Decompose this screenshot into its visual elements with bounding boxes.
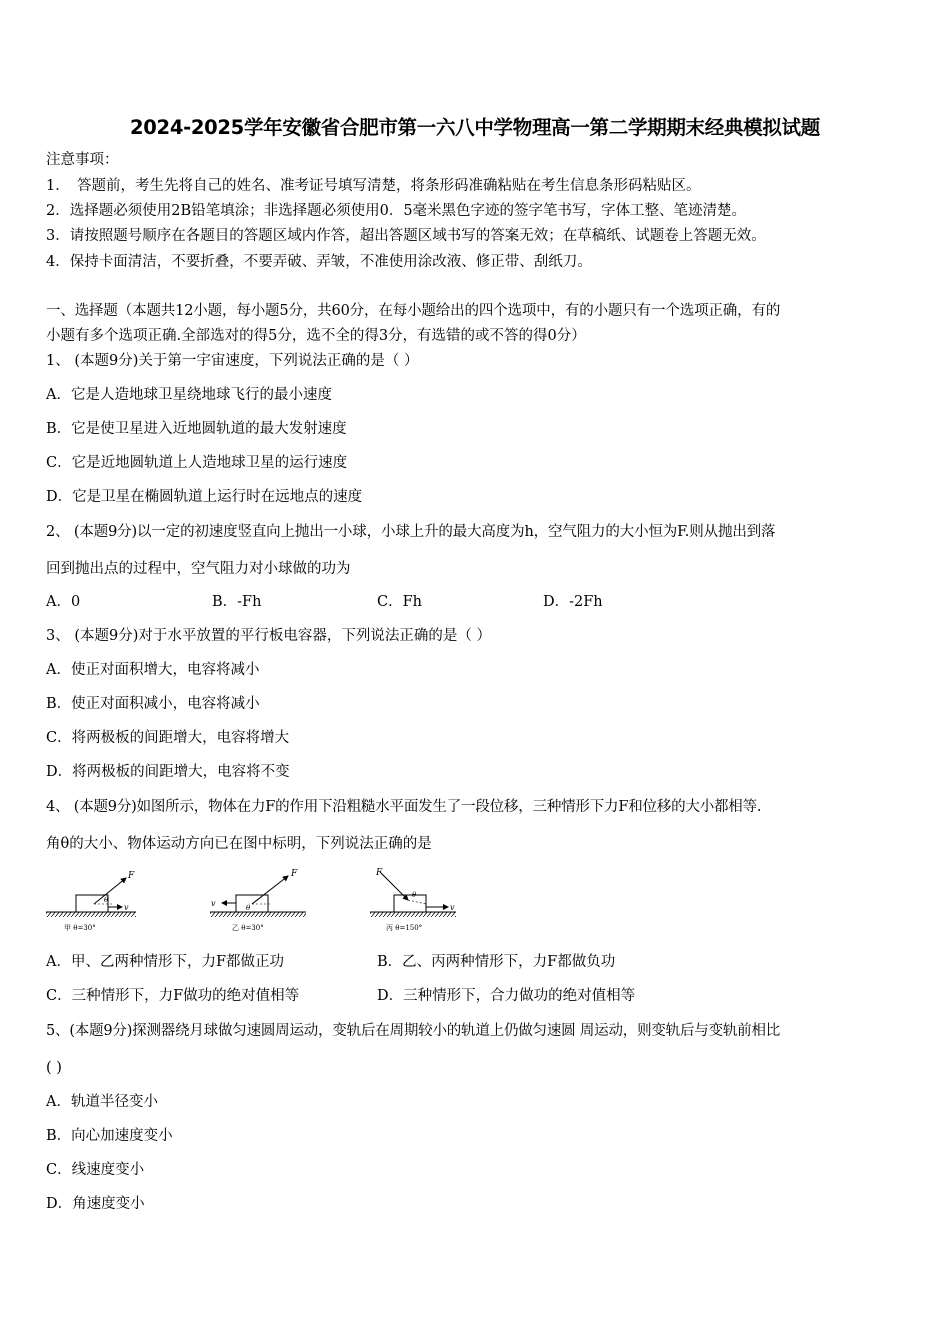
notice-item: 2．选择题必须使用2B铅笔填涂；非选择题必须使用0．5毫米黑色字迹的签字笔书写，字体工整、笔迹清楚。: [46, 203, 747, 219]
force-arrow: [252, 876, 288, 904]
q4-option-c[interactable]: C．三种情形下，力F做功的绝对值相等: [46, 988, 300, 1004]
question-4-stem-cont: 角θ的大小、物体运动方向已在图中标明，下列说法正确的是: [46, 836, 432, 852]
q5-option-d[interactable]: D．角速度变小: [46, 1196, 145, 1212]
q3-option-d[interactable]: D．将两极板的间距增大，电容将不变: [46, 764, 290, 780]
caption-yi: 乙 θ=30°: [232, 924, 264, 932]
q5-option-a[interactable]: A．轨道半径变小: [46, 1094, 158, 1110]
theta-label: θ: [412, 891, 417, 899]
q5-option-c[interactable]: C．线速度变小: [46, 1162, 145, 1178]
force-arrow: [94, 878, 126, 904]
velocity-label: v: [450, 903, 455, 912]
q2-option-c[interactable]: C．Fh: [377, 594, 422, 610]
diagram-bing: [370, 868, 456, 932]
q3-option-a[interactable]: A．使正对面积增大，电容将减小: [46, 662, 260, 678]
q5-option-b[interactable]: B．向心加速度变小: [46, 1128, 173, 1144]
q1-option-d[interactable]: D．它是卫星在椭圆轨道上运行时在远地点的速度: [46, 489, 363, 505]
caption-jia: 甲 θ=30°: [64, 924, 96, 932]
notice-heading: 注意事项：: [46, 152, 119, 168]
diagram-yi: [210, 869, 306, 932]
question-2-stem: 2、 (本题9分)以一定的初速度竖直向上抛出一小球，小球上升的最大高度为h，空气阻力的大小恒为F.则从抛出到落: [46, 524, 776, 540]
question-3-stem: 3、 (本题9分)对于水平放置的平行板电容器，下列说法正确的是（ ）: [46, 628, 491, 644]
question-4-stem: 4、 (本题9分)如图所示，物体在力F的作用下沿粗糙水平面发生了一段位移，三种情形下力F和位移的大小都相等.: [46, 799, 762, 815]
section-instructions-cont: 小题有多个选项正确.全部选对的得5分，选不全的得3分，有选错的或不答的得0分）: [46, 328, 586, 344]
velocity-label: v: [124, 903, 129, 912]
page-title: 2024-2025学年安徽省合肥市第一六八中学物理高一第二学期期末经典模拟试题: [130, 116, 820, 139]
q4-option-d[interactable]: D．三种情形下，合力做功的绝对值相等: [377, 988, 636, 1004]
question-2-stem-cont: 回到抛出点的过程中，空气阻力对小球做的功为: [46, 561, 351, 577]
velocity-label: v: [211, 899, 216, 908]
notice-item: 1． 答题前，考生先将自己的姓名、准考证号填写清楚，将条形码准确粘贴在考生信息条形码粘贴区。: [46, 178, 701, 194]
notice-item: 3．请按照题号顺序在各题目的答题区域内作答，超出答题区域书写的答案无效；在草稿纸、试题卷上答题无效。: [46, 228, 766, 244]
q1-option-a[interactable]: A．它是人造地球卫星绕地球飞行的最小速度: [46, 387, 332, 403]
force-label: F: [291, 869, 298, 879]
question-5-stem-cont: ( ): [46, 1060, 62, 1076]
force-label: F: [376, 868, 383, 878]
theta-label: θ: [104, 896, 109, 904]
force-label: F: [128, 871, 135, 881]
q2-option-a[interactable]: A．0: [46, 594, 81, 610]
q2-option-b[interactable]: B．-Fh: [212, 594, 262, 610]
question-5-stem: 5、(本题9分)探测器绕月球做匀速圆周运动，变轨后在周期较小的轨道上仍做匀速圆 周运动，则变轨后与变轨前相比: [46, 1023, 781, 1039]
theta-label: θ: [246, 904, 251, 912]
diagram-jia: [46, 871, 136, 932]
q3-option-c[interactable]: C．将两极板的间距增大，电容将增大: [46, 730, 290, 746]
force-diagrams-figure: [44, 866, 474, 938]
block: [394, 895, 426, 912]
q2-option-d[interactable]: D．-2Fh: [543, 594, 603, 610]
q1-option-b[interactable]: B．它是使卫星进入近地圆轨道的最大发射速度: [46, 421, 347, 437]
section-instructions: 一、选择题（本题共12小题，每小题5分，共60分，在每小题给出的四个选项中，有的小题只有一个选项正确，有的: [46, 303, 781, 319]
caption-bing: 丙 θ=150°: [386, 924, 423, 932]
q4-option-a[interactable]: A．甲、乙两种情形下，力F都做正功: [46, 954, 285, 970]
notice-item: 4．保持卡面清洁，不要折叠，不要弄破、弄皱，不准使用涂改液、修正带、刮纸刀。: [46, 254, 592, 270]
q3-option-b[interactable]: B．使正对面积减小，电容将减小: [46, 696, 260, 712]
q4-option-b[interactable]: B．乙、丙两种情形下，力F都做负功: [377, 954, 616, 970]
question-1-stem: 1、 (本题9分)关于第一宇宙速度，下列说法正确的是（ ）: [46, 353, 419, 369]
q1-option-c[interactable]: C．它是近地圆轨道上人造地球卫星的运行速度: [46, 455, 348, 471]
